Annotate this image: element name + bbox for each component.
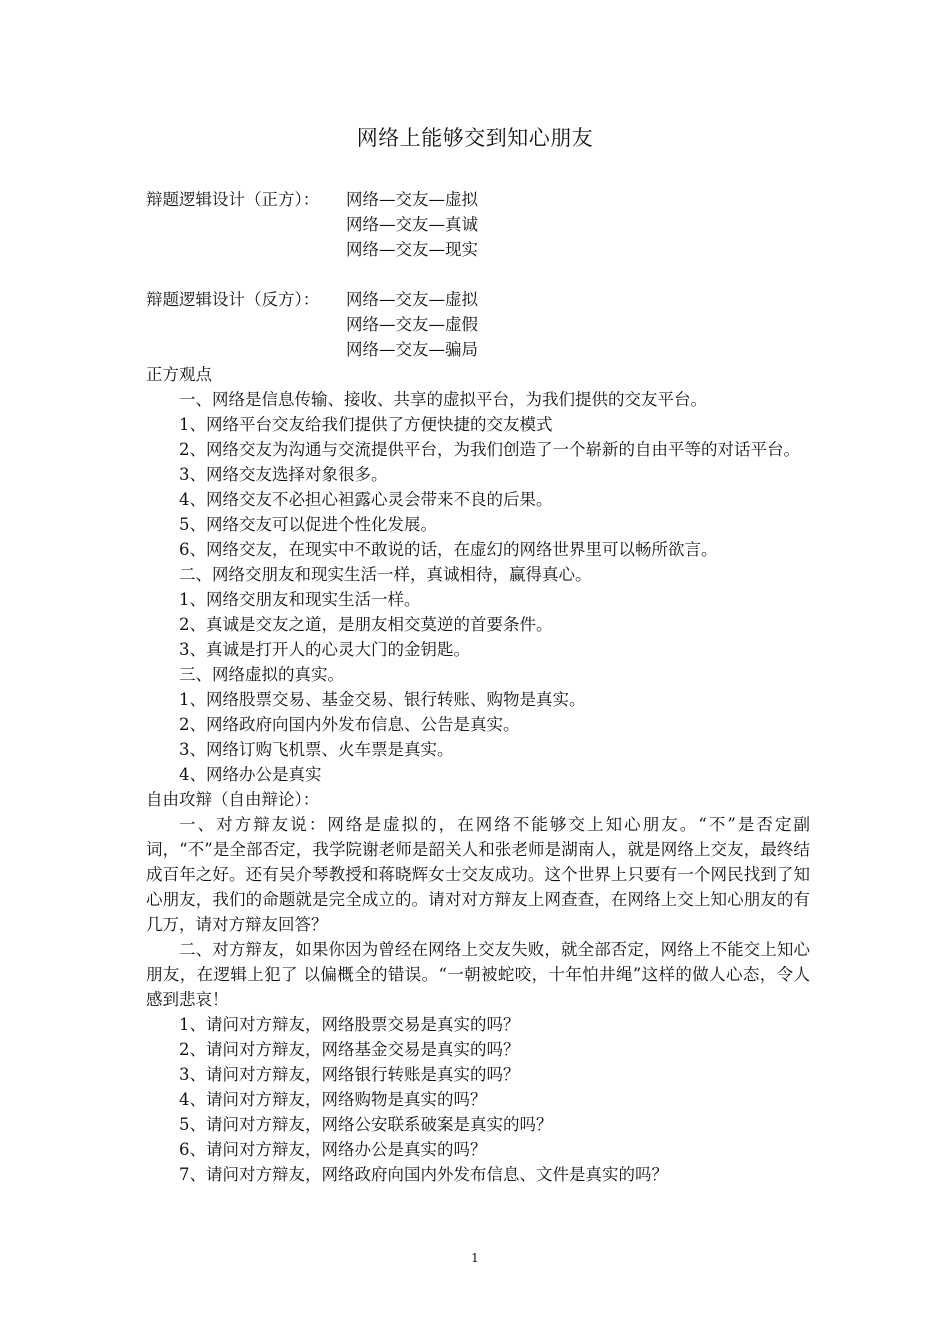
logic-con-label: 辩题逻辑设计（反方）：: [146, 290, 320, 309]
logic-con-items: [346, 287, 478, 362]
page-number: 1: [471, 1251, 479, 1265]
pro-point: 5、网络交友可以促进个性化发展。: [179, 515, 437, 534]
pro-point: 2、网络交友为沟通与交流提供平台，为我们创造了一个崭新的自由平等的对话平台。: [179, 440, 800, 459]
pro-point: 2、真诚是交友之道，是朋友相交莫逆的首要条件。: [179, 615, 553, 634]
free-debate-point: 1、请问对方辩友，网络股票交易是真实的吗？: [179, 1015, 520, 1034]
free-debate-point: 6、请问对方辩友，网络办公是真实的吗？: [179, 1140, 487, 1159]
free-debate-point: 4、请问对方辩友，网络购物是真实的吗？: [179, 1090, 487, 1109]
free-debate-point: 一、对方辩友说：网络是虚拟的，在网络不能够交上知心朋友。“不”是否定副词，“不”是全部否定，我学院谢老师是韶关人和张老师是湖南人，就是网络上交友，最终结成百年之好。还有吴介琴教授和蒋晓辉女士交友成功。这个世界上只要有一个网民找到了知心朋友，我们的命题就是完全成立的。请对对方辩友上网查查，在网络上交上知心朋友的有几万，请对方辩友回答？: [146, 815, 810, 934]
logic-con-item: 网络—交友—虚拟: [346, 290, 478, 309]
free-debate-point: 2、请问对方辩友，网络基金交易是真实的吗？: [179, 1040, 520, 1059]
logic-pro-items: [346, 187, 478, 262]
pro-point: 三、网络虚拟的真实。: [179, 665, 344, 684]
pro-point: 3、网络交友选择对象很多。: [179, 465, 388, 484]
body-text: [146, 362, 810, 1187]
pro-point: 4、网络办公是真实: [179, 765, 322, 784]
pro-point: 6、网络交友，在现实中不敢说的话，在虚幻的网络世界里可以畅所欲言。: [179, 540, 718, 559]
pro-point: 3、真诚是打开人的心灵大门的金钥匙。: [179, 640, 470, 659]
free-debate-point: 二、对方辩友，如果你因为曾经在网络上交友失败，就全部否定，网络上不能交上知心朋友，在逻辑上犯了 以偏概全的错误。“一朝被蛇咬，十年怕井绳”这样的做人心态，令人感到悲哀！: [146, 940, 810, 1009]
pro-heading: 正方观点: [146, 365, 212, 384]
free-debate-point: 3、请问对方辩友，网络银行转账是真实的吗？: [179, 1065, 520, 1084]
pro-point: 1、网络股票交易、基金交易、银行转账、购物是真实。: [179, 690, 586, 709]
free-debate-point: 7、请问对方辩友，网络政府向国内外发布信息、文件是真实的吗？: [179, 1165, 668, 1184]
logic-pro-item: 网络—交友—真诚: [346, 215, 478, 234]
pro-point: 一、网络是信息传输、接收、共享的虚拟平台，为我们提供的交友平台。: [179, 390, 707, 409]
document-title: 网络上能够交到知心朋友: [356, 126, 594, 150]
logic-pro-item: 网络—交友—现实: [346, 240, 478, 259]
free-debate-point: 5、请问对方辩友，网络公安联系破案是真实的吗？: [179, 1115, 553, 1134]
pro-point: 2、网络政府向国内外发布信息、公告是真实。: [179, 715, 520, 734]
logic-pro-label: 辩题逻辑设计（正方）：: [146, 190, 320, 209]
logic-pro-item: 网络—交友—虚拟: [346, 190, 478, 209]
pro-point: 3、网络订购飞机票、火车票是真实。: [179, 740, 454, 759]
pro-point: 二、网络交朋友和现实生活一样，真诚相待，赢得真心。: [179, 565, 592, 584]
pro-point: 1、网络平台交友给我们提供了方便快捷的交友模式: [179, 415, 553, 434]
pro-point: 1、网络交朋友和现实生活一样。: [179, 590, 421, 609]
free-debate-heading: 自由攻辩（自由辩论）：: [146, 790, 320, 809]
logic-con-item: 网络—交友—虚假: [346, 315, 478, 334]
pro-point: 4、网络交友不必担心袒露心灵会带来不良的后果。: [179, 490, 553, 509]
logic-con-item: 网络—交友—骗局: [346, 340, 478, 359]
